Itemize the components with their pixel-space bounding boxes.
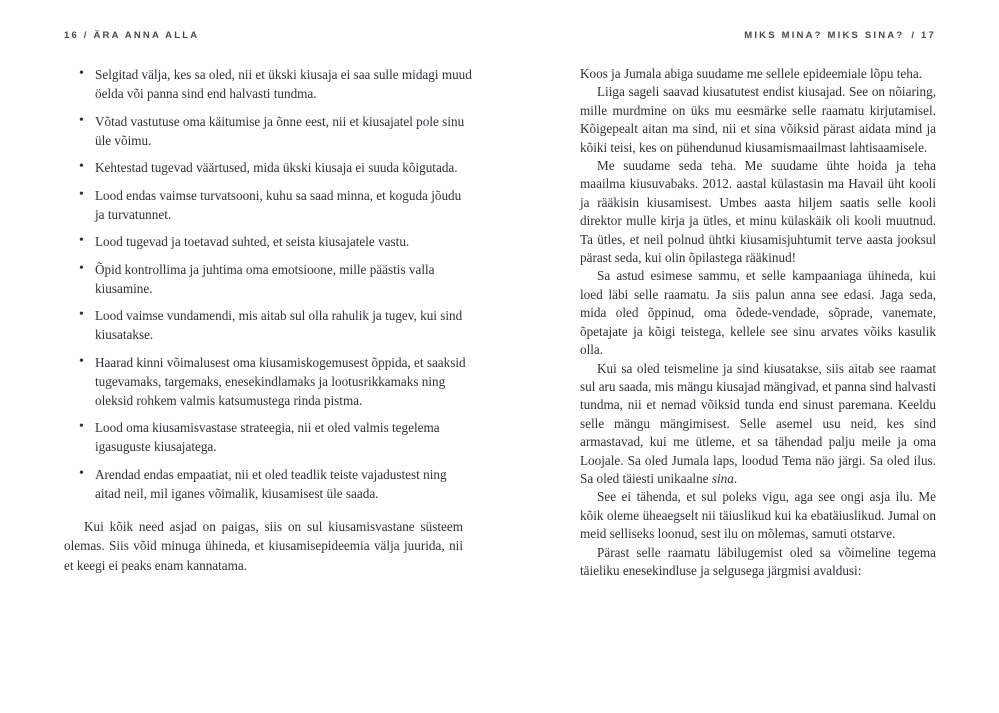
list-item: • Lood endas vaimse turvatsooni, kuhu sa saad minna, et koguda jõudu ja turvatunnet. [78,186,474,224]
paragraph: Koos ja Jumala abiga suudame me sellele epideemiale lõpu teha. [580,66,923,81]
running-header-left: 16 / ÄRA ANNA ALLA [64,30,200,41]
list-item: • Kehtestad tugevad väärtused, mida ükski kiusaja ei suuda kõigutada. [78,158,474,177]
list-item: • Haarad kinni võimalusest oma kiusamiskogemusest õppida, et saaksid tugevamaks, targemaks, enesekindlamaks ja lootusrikkamaks ning oleksid rohkem valmis katsumustega rinda pistma. [78,353,474,410]
list-item: • Lood oma kiusamisvastase strateegia, nii et oled valmis tegelema igasuguste kiusajatega. [78,418,474,456]
list-item: • Lood tugevad ja toetavad suhted, et seista kiusajatele vastu. [78,232,474,251]
paragraph: Me suudame seda teha. Me suudame ühte hoida ja teha maailma kiusuvabaks. 2012. aastal külastasin ma Havail üht kooli ja rääkisin kiusamisest. Umbes aasta hiljem saatis selle kooli direktor mulle kirja ja ütles, et minu külaskäik oli kooli muutnud. Ta ütles, et neil polnud ühtki kiusamisjuhtumit terve aasta jooksul pärast seda, kui olin õpilastega rääkinud! [580,158,936,266]
paragraph: Kui sa oled teismeline ja sind kiusatakse, siis aitab see raamat sul aru saada, mis mängu kiusajad mängivad, et panna sind halvasti tundma, nii et nemad võiksid tunda end sinust paremana. Keeldu selle mängu mängimisest. Selle asemel usu neid, kes sind armastavad, kui me ütleme, et sa tähendad palju meile ja oma Loojale. Sa oled Jumala laps, loodud Tema näo järgi. Sa oled ilus. Sa oled täiesti unikaalne sina. [580,360,936,486]
list-item: • Selgitad välja, kes sa oled, nii et ükski kiusaja ei saa sulle midagi muud öelda või panna sind end halvasti tundma. [78,65,474,103]
list-item: • Arendad endas empaatiat, nii et oled teadlik teiste vajadustest ning aitad neil, mil iganes võimalik, kiusamisest üle saada. [78,465,474,503]
running-header-right: MIKS MINA? MIKS SINA? / 17 [744,30,936,41]
paragraph: See ei tähenda, et sul poleks vigu, aga see ongi asja ilu. Me kõik oleme üheaegselt nii täiuslikud kui ka ebatäiuslikud. Jumal on meid selliseks loonud, sest ilu on mõlemas, samuti otstarve. [580,489,936,542]
bullet-list [78,65,474,503]
list-item: • Õpid kontrollima ja juhtima oma emotsioone, mille päästis valla kiusamine. [78,260,474,298]
list-item: • Lood vaimse vundamendi, mis aitab sul olla rahulik ja tugev, kui sind kiusatakse. [78,306,474,344]
paragraph: Liiga sageli saavad kiusatutest endist kiusajad. See on nõiaring, mille murdmine on üks mu eesmärke selle raamatu kirjutamisel. Kõigepealt aitan ma sind, nii et sina võiksid pärast aidata mind ja kõiki teisi, kes on pühendunud kiusamismaailmast lahtisaamisele. [580,84,936,155]
paragraph: Pärast selle raamatu läbilugemist oled sa võimeline tegema täieliku enesekindluse ja selgusega järgmisi avaldusi: [580,544,936,578]
page-right [580,30,936,580]
paragraph: Sa astud esimese sammu, et selle kampaaniaga ühineda, kui loed läbi selle raamatu. Ja siis palun anna see edasi. Jaga seda, mida oled õppinud, oma õdede-vendade, sõprade, vanemate, õpetajate ja kõigi teistega, kellele see sinu arvates võiks kasulik olla. [580,268,936,358]
paragraph-block [580,65,936,580]
page-left [64,30,474,575]
list-item: • Võtad vastutuse oma käitumise ja õnne eest, nii et kiusajatel pole sinu üle võimu. [78,112,474,150]
closing-paragraph: Kui kõik need asjad on paigas, siis on sul kiusamisvastane süsteem olemas. Siis võid minuga ühineda, et kiusamisepideemia välja juurida, nii et keegi ei peaks enam kannatama. [64,518,463,573]
